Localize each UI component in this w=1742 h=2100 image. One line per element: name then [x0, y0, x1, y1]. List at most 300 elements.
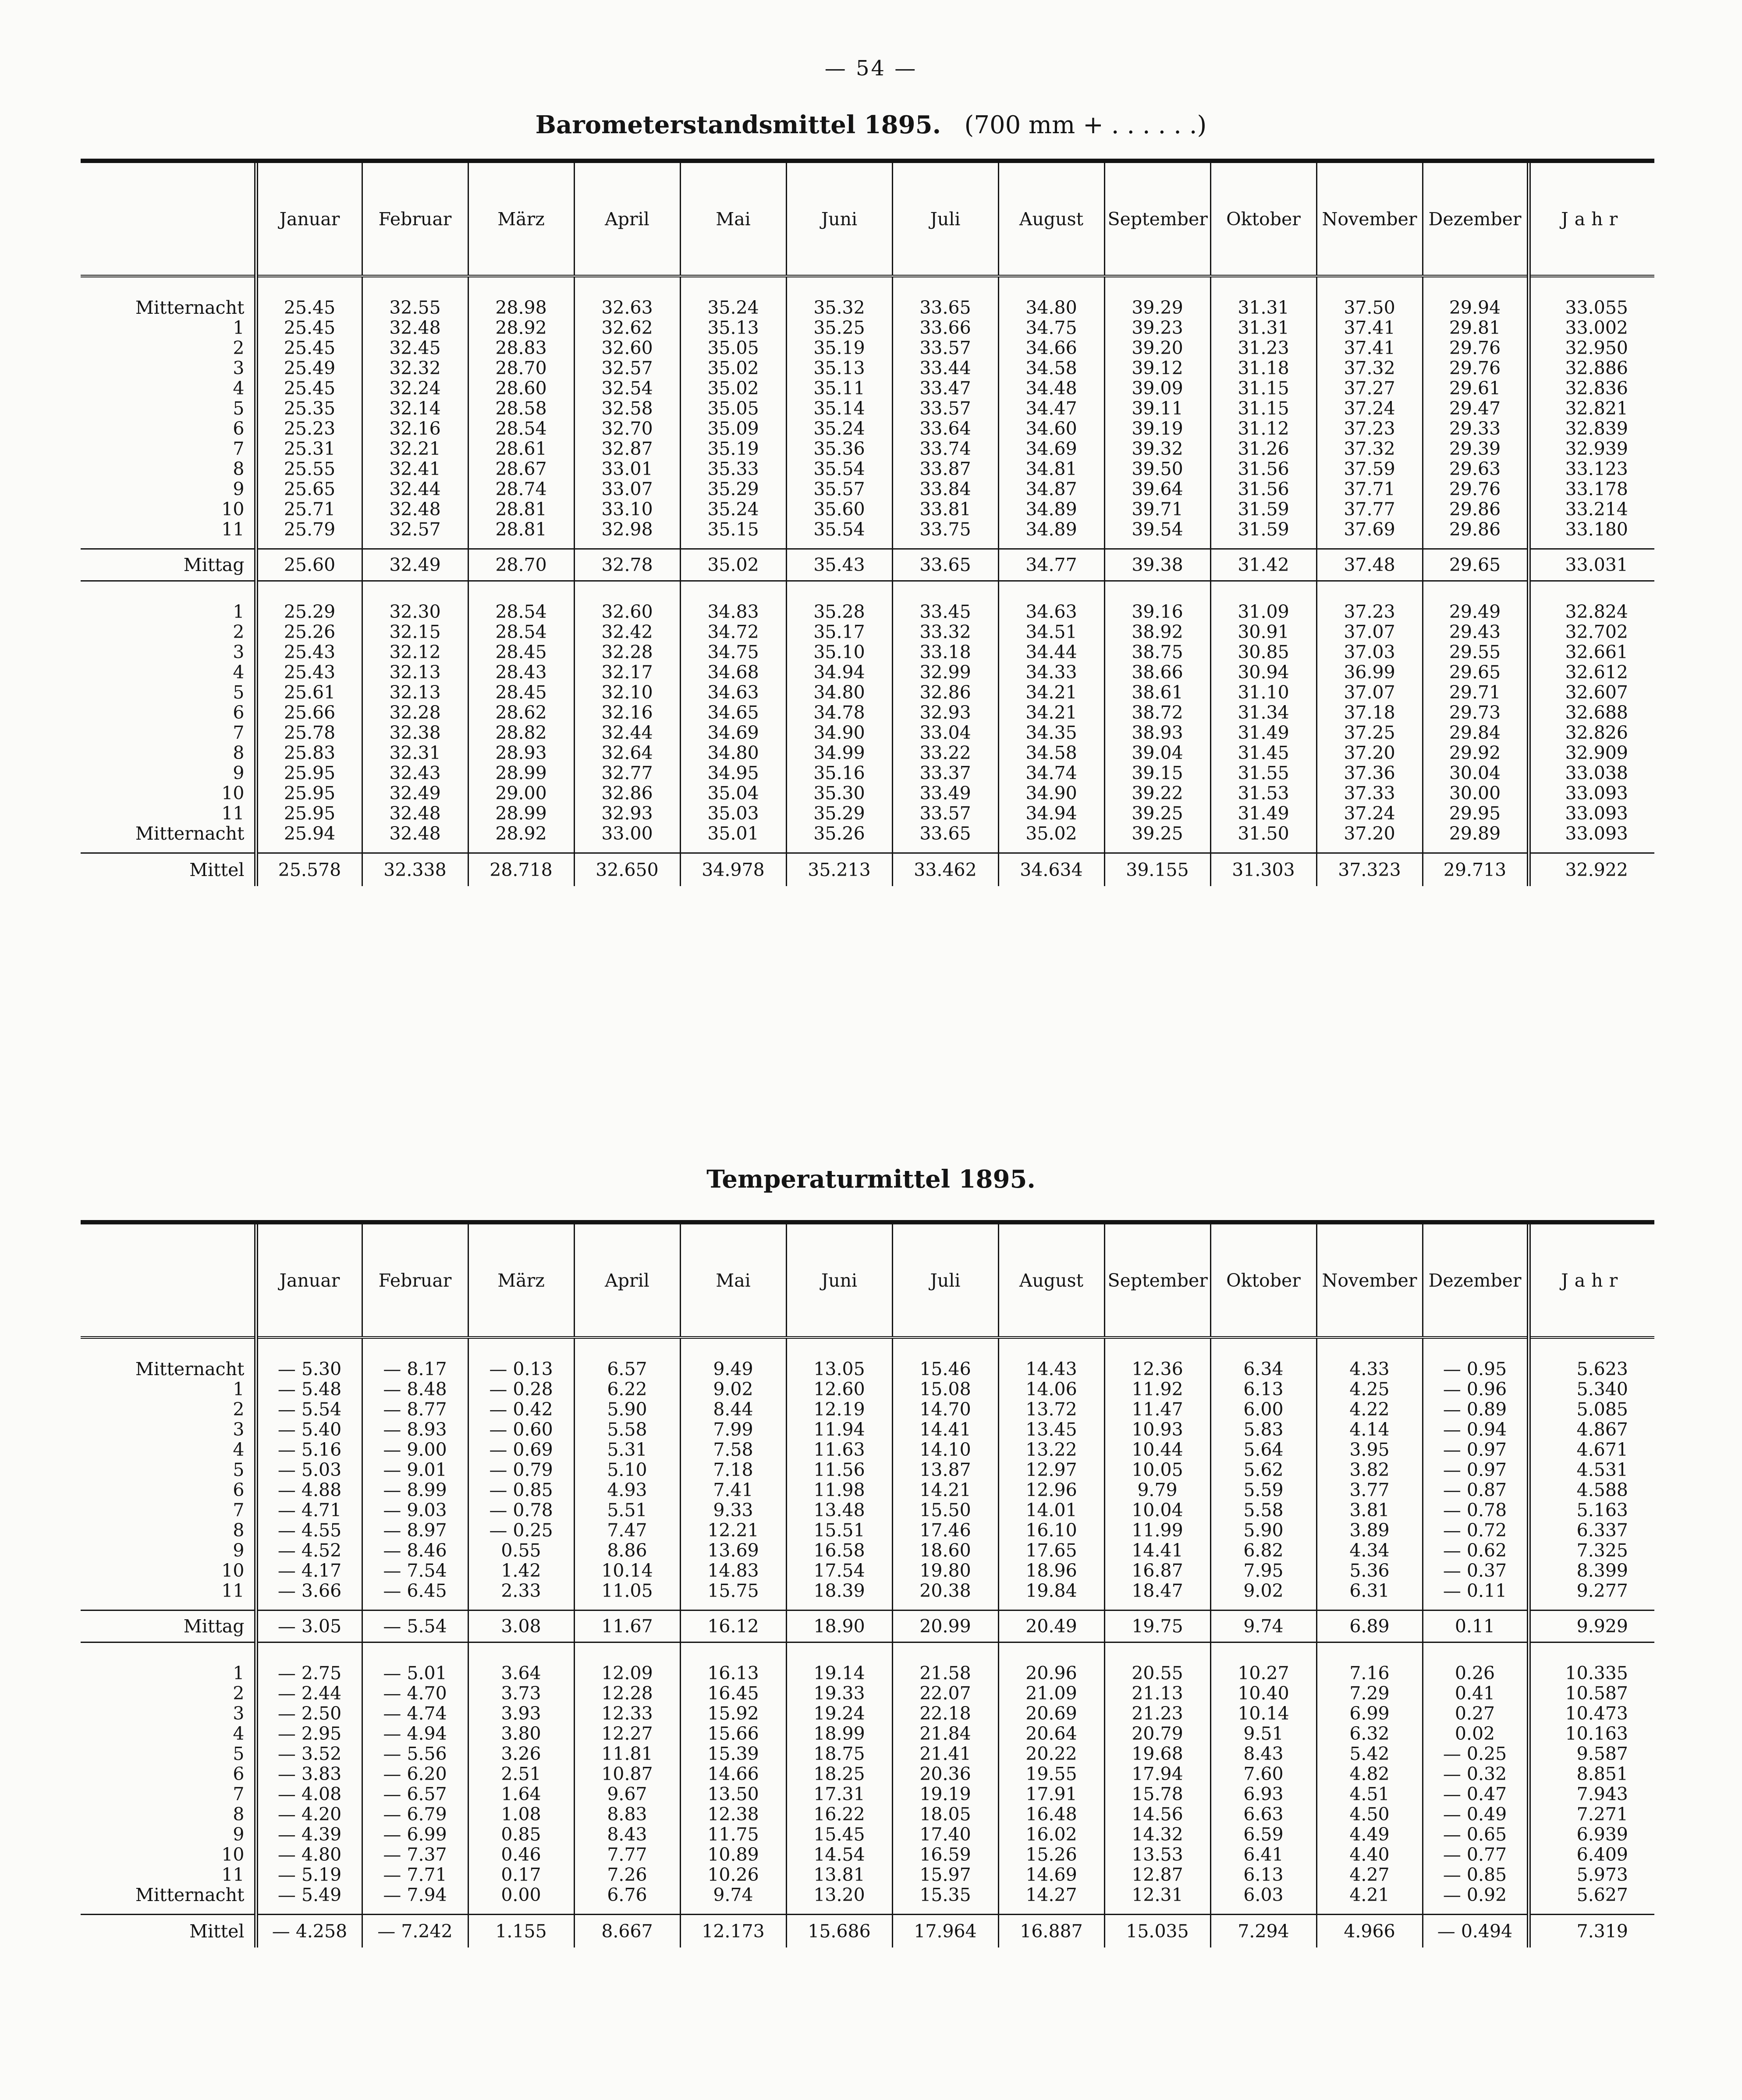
data-cell: 14.56 [1132, 1804, 1183, 1825]
data-cell: 29.43 [1449, 621, 1501, 642]
data-cell: 39.23 [1132, 317, 1183, 338]
data-cell: 20.79 [1132, 1723, 1183, 1744]
data-cell: 32.70 [601, 418, 653, 439]
column-header: Mai [680, 161, 786, 276]
column-header: Juli [892, 161, 998, 276]
mittel-row [81, 853, 1654, 887]
column-header: Mai [680, 1222, 786, 1337]
data-cell: 19.19 [919, 1784, 971, 1805]
data-cell: 35.03 [707, 803, 759, 824]
data-cell: 34.69 [1025, 438, 1077, 459]
data-cell: 39.29 [1132, 297, 1183, 318]
column-header: November [1316, 161, 1423, 276]
data-cell: 25.45 [284, 337, 336, 358]
data-cell: — 4.80 [277, 1844, 342, 1865]
data-cell: 3.82 [1349, 1459, 1390, 1480]
hour-label: 10 [221, 783, 245, 804]
data-cell: 33.04 [919, 722, 971, 743]
data-cell: 29.94 [1449, 297, 1501, 318]
data-cell: 31.15 [1238, 398, 1289, 419]
data-cell: — 2.75 [277, 1663, 342, 1684]
data-cell: — 4.39 [277, 1824, 342, 1845]
data-cell: 35.11 [813, 378, 865, 399]
data-cell: — 2.50 [277, 1703, 342, 1724]
data-cell: 11.99 [1132, 1520, 1183, 1541]
data-cell: 39.71 [1132, 499, 1183, 520]
hour-label: 5 [233, 1459, 245, 1480]
data-cell: — 5.01 [383, 1663, 447, 1684]
data-cell: 12.31 [1132, 1884, 1183, 1905]
data-cell: 29.86 [1449, 519, 1501, 540]
data-cell: 32.28 [389, 702, 441, 723]
mittag-cell: 35.43 [786, 549, 892, 581]
hour-label: Mitternacht [135, 1884, 245, 1905]
data-cell: 38.72 [1132, 702, 1183, 723]
data-cell: 29.76 [1449, 358, 1501, 379]
data-cell: 3.73 [501, 1683, 541, 1704]
mittag-cell: 18.90 [786, 1610, 892, 1642]
data-cell: — 0.25 [489, 1520, 553, 1541]
data-cell: 11.81 [601, 1743, 653, 1764]
data-cell: — 4.08 [277, 1784, 342, 1805]
data-cell: 32.42 [601, 621, 653, 642]
value-column [468, 581, 574, 853]
data-cell: 16.13 [707, 1663, 759, 1684]
data-cell: 33.49 [919, 783, 971, 804]
data-cell: 34.63 [707, 682, 759, 703]
data-cell: 37.36 [1344, 763, 1395, 784]
data-cell: 7.58 [713, 1439, 753, 1460]
data-cell: — 4.52 [277, 1540, 342, 1561]
data-cell: 35.17 [813, 621, 865, 642]
data-cell: — 6.57 [383, 1784, 447, 1805]
mittel-row [81, 1915, 1654, 1948]
data-cell: 33.57 [919, 398, 971, 419]
data-cell: — 8.99 [383, 1479, 447, 1501]
mittag-cell: 32.49 [362, 549, 468, 581]
data-cell: 32.48 [389, 499, 441, 520]
data-cell: — 4.70 [383, 1683, 447, 1704]
data-cell: 35.14 [813, 398, 865, 419]
data-cell: 13.50 [707, 1784, 759, 1805]
data-cell: 33.123 [1565, 458, 1628, 479]
data-cell: 7.271 [1576, 1804, 1628, 1825]
data-cell: 6.22 [607, 1379, 647, 1400]
data-cell: — 5.03 [277, 1459, 342, 1480]
data-cell: 32.48 [389, 803, 441, 824]
data-cell: 33.84 [919, 479, 971, 500]
data-cell: 20.36 [919, 1763, 971, 1784]
mittag-cell: 19.75 [1104, 1610, 1210, 1642]
data-cell: 0.27 [1455, 1703, 1495, 1724]
data-cell: 32.30 [389, 601, 441, 622]
data-cell: 30.04 [1449, 763, 1501, 784]
data-cell: — 0.28 [489, 1379, 553, 1400]
data-cell: 33.74 [919, 438, 971, 459]
data-cell: 10.89 [707, 1844, 759, 1865]
data-cell: 13.87 [919, 1459, 971, 1480]
data-cell: 0.17 [501, 1864, 541, 1885]
data-cell: 35.09 [707, 418, 759, 439]
data-cell: — 0.25 [1443, 1743, 1507, 1764]
value-column [1316, 581, 1423, 853]
data-cell: 35.04 [707, 783, 759, 804]
data-cell: — 0.85 [489, 1479, 553, 1501]
data-cell: 15.26 [1025, 1844, 1077, 1865]
data-cell: 32.87 [601, 438, 653, 459]
data-cell: 28.45 [495, 642, 547, 663]
value-column [1423, 581, 1529, 853]
mittel-cell: 1.155 [468, 1915, 574, 1948]
data-cell: 25.43 [284, 662, 336, 683]
data-cell: 32.44 [389, 479, 441, 500]
value-column [1529, 581, 1654, 853]
value-column [574, 1642, 680, 1915]
value-column [362, 581, 468, 853]
data-cell: — 6.20 [383, 1763, 447, 1784]
data-cell: 6.93 [1243, 1784, 1284, 1805]
data-cell: 37.77 [1344, 499, 1395, 520]
data-cell: 16.10 [1025, 1520, 1077, 1541]
data-cell: 39.09 [1132, 378, 1183, 399]
data-cell: 33.45 [919, 601, 971, 622]
data-cell: 32.45 [389, 337, 441, 358]
data-cell: 6.13 [1243, 1864, 1284, 1885]
mittag-cell: 28.70 [468, 549, 574, 581]
data-cell: 4.33 [1349, 1359, 1390, 1380]
mittel-cell: 39.155 [1104, 853, 1210, 887]
data-cell: 7.943 [1576, 1784, 1628, 1805]
data-cell: 31.53 [1238, 783, 1289, 804]
data-cell: 5.627 [1576, 1884, 1628, 1905]
data-cell: 29.95 [1449, 803, 1501, 824]
data-cell: — 8.46 [383, 1540, 447, 1561]
data-cell: 7.16 [1349, 1663, 1390, 1684]
data-cell: 13.53 [1132, 1844, 1183, 1865]
data-cell: — 0.11 [1443, 1580, 1507, 1601]
data-cell: 28.74 [495, 479, 547, 500]
data-cell: 32.612 [1565, 662, 1628, 683]
data-cell: 34.89 [1025, 499, 1077, 520]
mittag-cell: 37.48 [1316, 549, 1423, 581]
hour-label: 11 [221, 1580, 245, 1601]
data-cell: 28.83 [495, 337, 547, 358]
data-cell: — 3.52 [277, 1743, 342, 1764]
data-cell: 5.623 [1576, 1359, 1628, 1380]
data-cell: 32.10 [601, 682, 653, 703]
data-cell: 21.23 [1132, 1703, 1183, 1724]
data-cell: — 4.88 [277, 1479, 342, 1501]
data-cell: 25.79 [284, 519, 336, 540]
mittag-cell: 0.11 [1423, 1610, 1529, 1642]
data-cell: 38.61 [1132, 682, 1183, 703]
column-header: Dezember [1423, 161, 1529, 276]
data-cell: 17.46 [919, 1520, 971, 1541]
data-cell: 5.58 [607, 1419, 647, 1440]
hour-labels [81, 276, 256, 549]
data-cell: 28.99 [495, 803, 547, 824]
value-column [786, 581, 892, 853]
mittag-cell: 20.99 [892, 1610, 998, 1642]
value-column [1423, 276, 1529, 549]
data-cell: 33.07 [601, 479, 653, 500]
data-cell: 32.60 [601, 337, 653, 358]
data-cell: 37.18 [1344, 702, 1395, 723]
data-cell: — 4.20 [277, 1804, 342, 1825]
data-cell: 31.18 [1238, 358, 1289, 379]
data-cell: 25.66 [284, 702, 336, 723]
afternoon-hours-block [81, 1642, 1654, 1915]
data-cell: 22.18 [919, 1703, 971, 1724]
data-cell: — 0.42 [489, 1399, 553, 1420]
hour-label: 8 [233, 742, 245, 763]
column-header: August [998, 1222, 1104, 1337]
data-cell: 37.69 [1344, 519, 1395, 540]
data-cell: 25.45 [284, 378, 336, 399]
data-cell: 35.19 [707, 438, 759, 459]
data-cell: — 8.48 [383, 1379, 447, 1400]
mittel-cell: 25.578 [256, 853, 362, 887]
data-cell: 13.45 [1025, 1419, 1077, 1440]
data-cell: 39.50 [1132, 458, 1183, 479]
data-cell: 14.66 [707, 1763, 759, 1784]
data-cell: 11.47 [1132, 1399, 1183, 1420]
data-cell: 33.01 [601, 458, 653, 479]
hour-labels [81, 581, 256, 853]
data-cell: 36.99 [1344, 662, 1395, 683]
column-header: Juni [786, 161, 892, 276]
data-cell: 32.86 [601, 783, 653, 804]
data-cell: 8.43 [1243, 1743, 1284, 1764]
data-cell: 35.24 [707, 297, 759, 318]
hour-label: 1 [233, 601, 245, 622]
data-cell: 34.72 [707, 621, 759, 642]
data-cell: 4.49 [1349, 1824, 1390, 1845]
data-cell: 14.01 [1025, 1500, 1077, 1521]
mittag-cell: 9.74 [1210, 1610, 1316, 1642]
data-cell: 29.65 [1449, 662, 1501, 683]
data-cell: — 6.99 [383, 1824, 447, 1845]
data-cell: 29.55 [1449, 642, 1501, 663]
value-column [1423, 1337, 1529, 1610]
data-cell: 32.13 [389, 682, 441, 703]
data-cell: 39.25 [1132, 823, 1183, 844]
hour-label: 5 [233, 1743, 245, 1764]
data-cell: 19.80 [919, 1560, 971, 1581]
data-cell: 6.82 [1243, 1540, 1284, 1561]
column-header: Januar [256, 1222, 362, 1337]
data-cell: 5.31 [607, 1439, 647, 1460]
mittag-label: Mittag [81, 549, 256, 581]
data-cell: 31.26 [1238, 438, 1289, 459]
temperature-title [0, 1165, 1742, 1194]
data-cell: 10.14 [601, 1560, 653, 1581]
data-cell: 33.00 [601, 823, 653, 844]
data-cell: 33.65 [919, 297, 971, 318]
value-column [362, 1337, 468, 1610]
data-cell: 6.409 [1576, 1844, 1628, 1865]
data-cell: 39.16 [1132, 601, 1183, 622]
data-cell: 29.47 [1449, 398, 1501, 419]
data-cell: 33.64 [919, 418, 971, 439]
data-cell: 33.37 [919, 763, 971, 784]
data-cell: 39.19 [1132, 418, 1183, 439]
data-cell: 34.80 [1025, 297, 1077, 318]
data-cell: 9.587 [1576, 1743, 1628, 1764]
hour-label: 8 [233, 458, 245, 479]
data-cell: 34.99 [813, 742, 865, 763]
data-cell: 3.77 [1349, 1479, 1390, 1501]
data-cell: 9.79 [1137, 1479, 1178, 1501]
mittag-row [81, 549, 1654, 581]
data-cell: 34.35 [1025, 722, 1077, 743]
data-cell: 22.07 [919, 1683, 971, 1704]
mittag-cell: 20.49 [998, 1610, 1104, 1642]
column-header: Januar [256, 161, 362, 276]
data-cell: 14.54 [813, 1844, 865, 1865]
data-cell: 28.81 [495, 499, 547, 520]
data-cell: 7.325 [1576, 1540, 1628, 1561]
data-cell: 32.57 [389, 519, 441, 540]
data-cell: 39.25 [1132, 803, 1183, 824]
data-cell: 32.886 [1565, 358, 1628, 379]
data-cell: — 0.95 [1443, 1359, 1507, 1380]
data-cell: 5.51 [607, 1500, 647, 1521]
data-cell: 29.73 [1449, 702, 1501, 723]
data-cell: 12.21 [707, 1520, 759, 1541]
data-cell: 32.38 [389, 722, 441, 743]
data-cell: 21.13 [1132, 1683, 1183, 1704]
temperature-table [81, 1220, 1654, 1947]
data-cell: 32.688 [1565, 702, 1628, 723]
value-column [468, 1642, 574, 1915]
data-cell: 39.64 [1132, 479, 1183, 500]
data-cell: 29.33 [1449, 418, 1501, 439]
hour-label: 4 [233, 662, 245, 683]
data-cell: 15.46 [919, 1359, 971, 1380]
data-cell: 32.836 [1565, 378, 1628, 399]
data-cell: 33.44 [919, 358, 971, 379]
data-cell: 32.702 [1565, 621, 1628, 642]
value-column [1210, 1337, 1316, 1610]
data-cell: 32.16 [389, 418, 441, 439]
data-cell: 4.21 [1349, 1884, 1390, 1905]
mittag-cell: 11.67 [574, 1610, 680, 1642]
data-cell: 37.32 [1344, 358, 1395, 379]
value-column [892, 581, 998, 853]
mittel-cell: 37.323 [1316, 853, 1423, 887]
data-cell: 34.80 [707, 742, 759, 763]
data-cell: 31.55 [1238, 763, 1289, 784]
column-header: Oktober [1210, 1222, 1316, 1337]
value-column [1529, 1642, 1654, 1915]
hour-label: 9 [233, 1824, 245, 1845]
column-header: März [468, 1222, 574, 1337]
data-cell: 8.43 [607, 1824, 647, 1845]
data-cell: 18.05 [919, 1804, 971, 1825]
data-cell: 31.49 [1238, 722, 1289, 743]
data-cell: — 4.94 [383, 1723, 447, 1744]
data-cell: 31.23 [1238, 337, 1289, 358]
data-cell: 5.973 [1576, 1864, 1628, 1885]
data-cell: — 0.62 [1443, 1540, 1507, 1561]
data-cell: 28.54 [495, 418, 547, 439]
data-cell: 35.01 [707, 823, 759, 844]
data-cell: 32.93 [601, 803, 653, 824]
data-cell: — 0.65 [1443, 1824, 1507, 1845]
data-cell: 5.64 [1243, 1439, 1284, 1460]
mittag-cell: 33.65 [892, 549, 998, 581]
data-cell: 28.81 [495, 519, 547, 540]
value-column [1104, 581, 1210, 853]
hour-label: 9 [233, 1540, 245, 1561]
data-cell: 33.002 [1565, 317, 1628, 338]
data-cell: 0.02 [1455, 1723, 1495, 1744]
data-cell: 17.91 [1025, 1784, 1077, 1805]
data-cell: 8.86 [607, 1540, 647, 1561]
mittel-cell: 33.462 [892, 853, 998, 887]
data-cell: 12.28 [601, 1683, 653, 1704]
hour-label: 2 [233, 337, 245, 358]
data-cell: 32.12 [389, 642, 441, 663]
hour-label: 11 [221, 1864, 245, 1885]
data-cell: 6.00 [1243, 1399, 1284, 1420]
data-cell: 37.59 [1344, 458, 1395, 479]
data-cell: 5.163 [1576, 1500, 1628, 1521]
data-cell: 31.56 [1238, 479, 1289, 500]
data-cell: 25.45 [284, 317, 336, 338]
data-cell: 32.93 [919, 702, 971, 723]
data-cell: 30.00 [1449, 783, 1501, 804]
value-column [362, 1642, 468, 1915]
column-header: Jahr [1529, 161, 1654, 276]
hour-label: 7 [233, 1500, 245, 1521]
data-cell: 8.851 [1576, 1763, 1628, 1784]
data-cell: 18.25 [813, 1763, 865, 1784]
data-cell: 33.47 [919, 378, 971, 399]
data-cell: 32.826 [1565, 722, 1628, 743]
data-cell: 34.95 [707, 763, 759, 784]
data-cell: 18.39 [813, 1580, 865, 1601]
data-cell: 0.85 [501, 1824, 541, 1845]
column-header: Dezember [1423, 1222, 1529, 1337]
data-cell: 13.05 [813, 1359, 865, 1380]
data-cell: 18.75 [813, 1743, 865, 1764]
data-cell: 15.97 [919, 1864, 971, 1885]
hour-label: 11 [221, 519, 245, 540]
hour-label: 6 [233, 418, 245, 439]
data-cell: 18.96 [1025, 1560, 1077, 1581]
mittel-cell: 32.922 [1529, 853, 1654, 887]
value-column [892, 276, 998, 549]
data-cell: 32.48 [389, 317, 441, 338]
data-cell: 1.42 [501, 1560, 541, 1581]
data-cell: 32.28 [601, 642, 653, 663]
data-cell: 37.23 [1344, 601, 1395, 622]
mittel-cell: 4.966 [1316, 1915, 1423, 1948]
data-cell: 32.54 [601, 378, 653, 399]
hour-label: 10 [221, 1844, 245, 1865]
data-cell: 14.41 [1132, 1540, 1183, 1561]
data-cell: 35.02 [1025, 823, 1077, 844]
data-cell: 12.19 [813, 1399, 865, 1420]
data-cell: 14.69 [1025, 1864, 1077, 1885]
mittag-cell: 6.89 [1316, 1610, 1423, 1642]
mittel-cell: 35.213 [786, 853, 892, 887]
hour-label: 4 [233, 1723, 245, 1744]
data-cell: 25.35 [284, 398, 336, 419]
data-cell: 11.98 [813, 1479, 865, 1501]
